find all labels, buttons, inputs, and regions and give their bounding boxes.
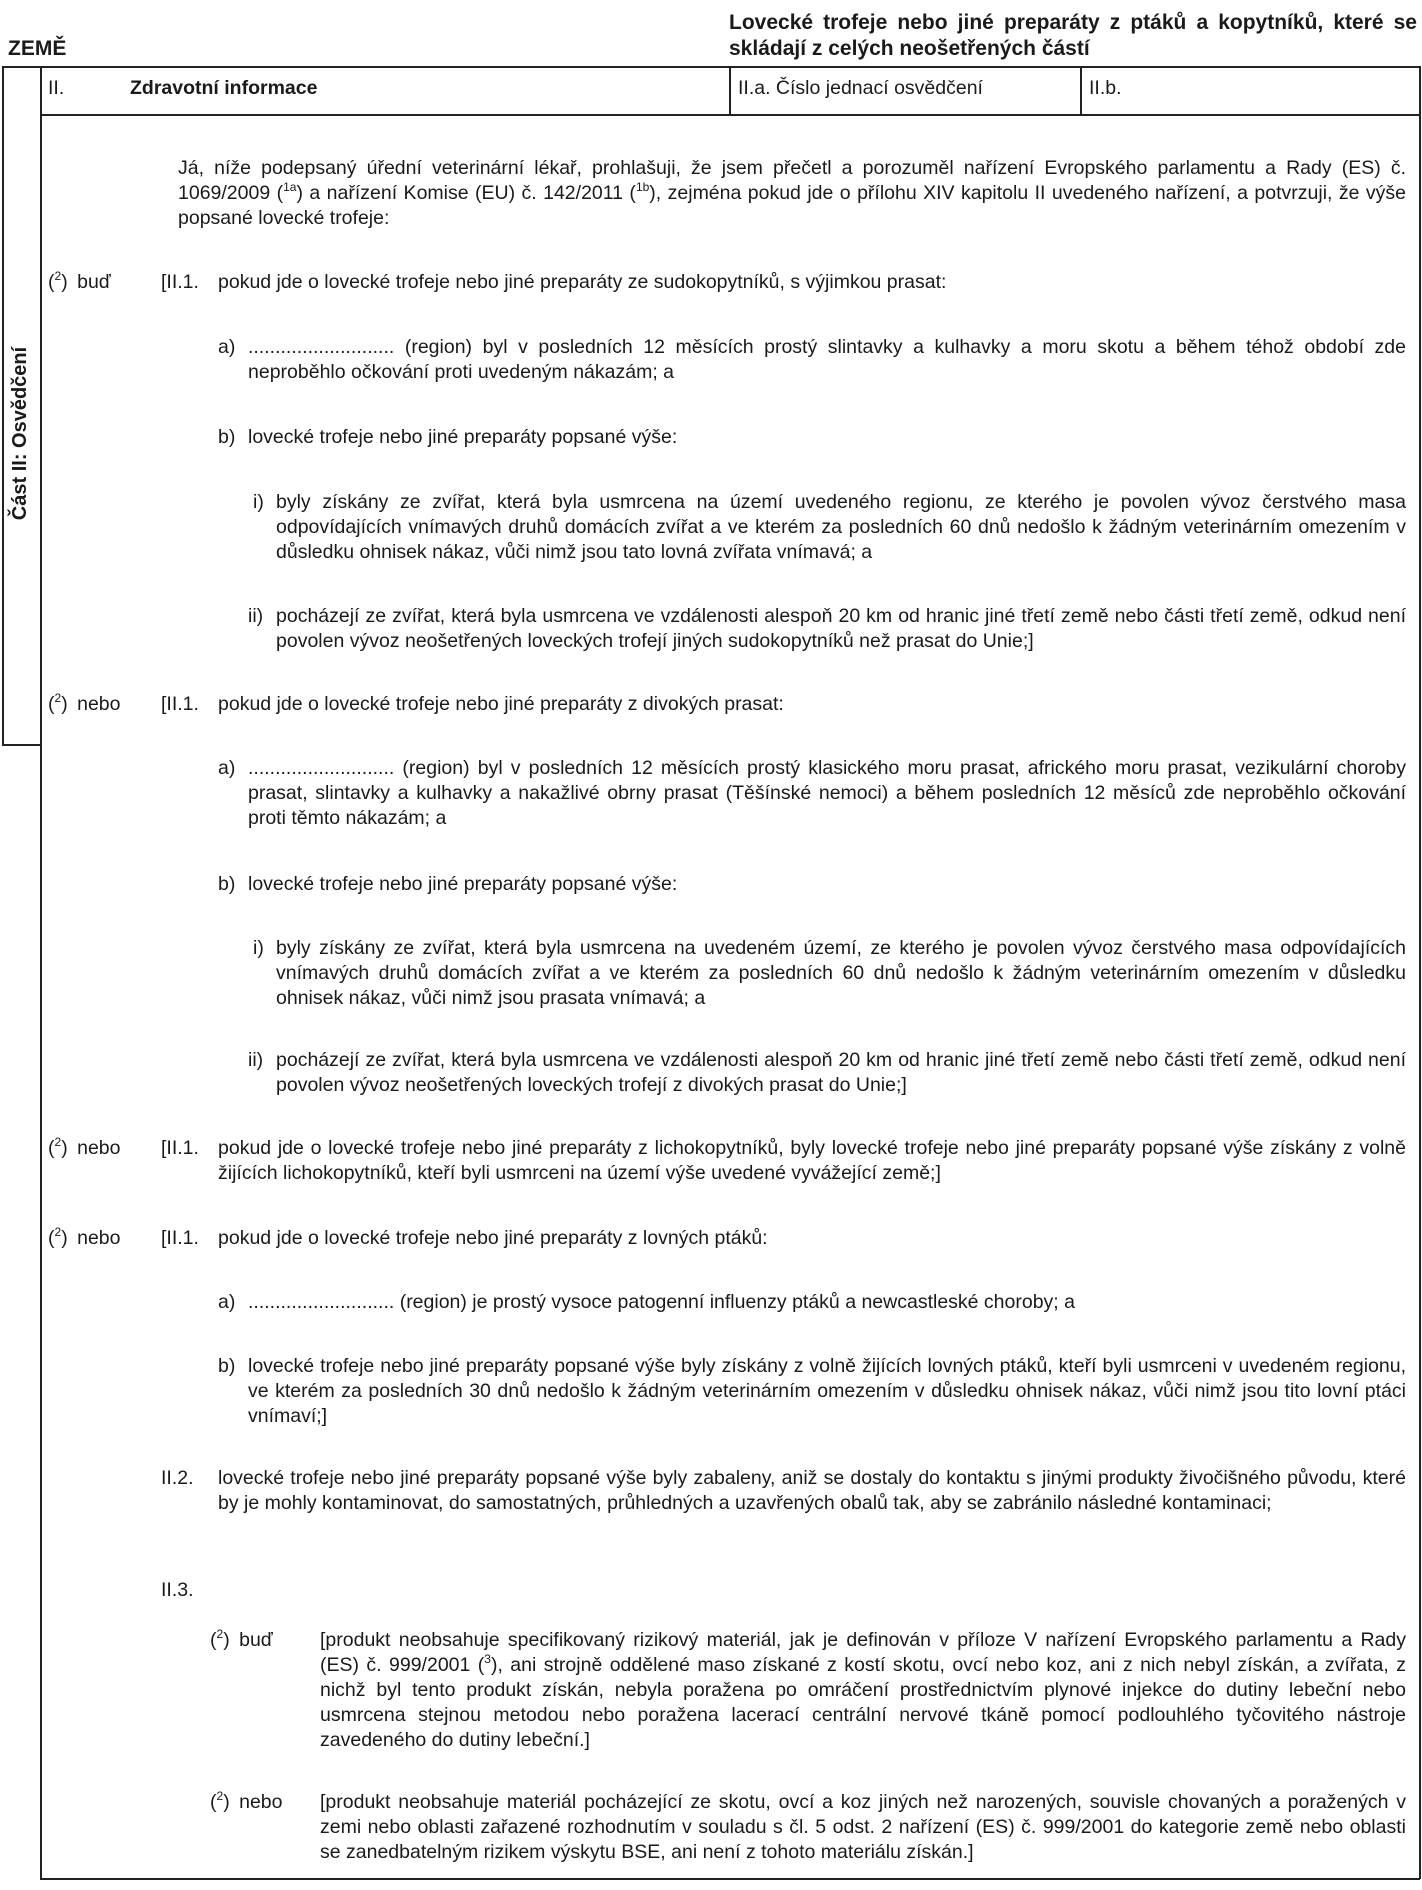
intro-paragraph [178, 156, 1406, 231]
option-text: [produkt neobsahuje materiál pocházející ze skotu, ovcí a koz jiných než narozených, souvisle chovaných a poražených v zemi nebo oblasti zařazené rozhodnutím v souladu s čl. 5 odst. 2 nařízení (ES) č. 999/2001 do kategorie země nebo oblasti se zanedbatelným rizikem výskytu BSE, ani není z tohoto materiálu získán.] [320, 1791, 1406, 1863]
clause-number: II.2. [161, 1467, 194, 1489]
option-choice: nebo [239, 1791, 283, 1813]
footnote-ref-2: 2 [54, 1224, 62, 1239]
item-text: lovecké trofeje nebo jiné preparáty popsané výše byly získány z volně žijících lovných ptáků, kteří byli usmrceni v uvedeném regionu, ve kterém za posledních 30 dnů nedošlo k žádným veterinárním omezením v důsledku ohnisek nákaz, vůči nimž jsou tito lovní ptáci vnímaví;] [248, 1355, 1406, 1427]
option-marker: ($^2$) nebo [48, 690, 121, 715]
item-text: ........................... (region) je prostý vysoce patogenní influenzy ptáků a newcastleské choroby; a [248, 1291, 1075, 1313]
item-label: a) [218, 336, 236, 358]
section-bar-divider-b [1080, 66, 1082, 115]
subitem-text: byly získány ze zvířat, která byla usmrcena na území uvedeného regionu, ze kterého je povolen vývoz čerstvého masa odpovídajících vnímavých druhů domácích zvířat a ve kterém za posledních 60 dnů nedošlo k žádným veterinárním omezením v důsledku ohnisek nákaz, vůči nimž jsou tato lovná zvířata vnímavá; a [276, 491, 1406, 563]
item-label: a) [218, 1291, 236, 1313]
subitem-label: i) [253, 491, 264, 513]
option-choice: buď [77, 271, 111, 293]
certificate-title-line1: Lovecké trofeje nebo jiné preparáty z ptáků a kopytníků, které se [729, 11, 1417, 34]
subitem-label: ii) [248, 1049, 264, 1071]
clause-number: [II.1. [161, 1137, 199, 1159]
subitem-text: pocházejí ze zvířat, která byla usmrcena ve vzdálenosti alespoň 20 km od hranic jiné třetí země nebo části třetí země, odkud není povolen vývoz neošetřených loveckých trofejí z divokých prasat do Unie;] [276, 1049, 1406, 1096]
subitem-label: ii) [248, 605, 264, 627]
footnote-ref-3: 3 [484, 1651, 491, 1666]
country-label: ZEMĚ [8, 37, 67, 60]
option-text [320, 1628, 1406, 1753]
footnote-ref-2: 2 [216, 1626, 224, 1641]
certificate-reference-label: II.a. Číslo jednací osvědčení [738, 77, 983, 99]
item-label: a) [218, 757, 236, 779]
clause-number: II.3. [161, 1579, 194, 1601]
clause-text: pokud jde o lovecké trofeje nebo jiné preparáty ze sudokopytníků, s výjimkou prasat: [218, 271, 947, 293]
clause-text: pokud jde o lovecké trofeje nebo jiné preparáty z lovných ptáků: [218, 1227, 768, 1249]
item-label: b) [218, 873, 236, 895]
subitem-text: pocházejí ze zvířat, která byla usmrcena ve vzdálenosti alespoň 20 km od hranic jiné třetí země nebo části třetí země, odkud není povolen vývoz neošetřených loveckých trofejí jiných sudokopytníků než prasat do Unie;] [276, 605, 1406, 652]
item-text: lovecké trofeje nebo jiné preparáty popsané výše: [248, 873, 678, 895]
subitem-label: i) [253, 937, 264, 959]
frame-right-line [1419, 66, 1421, 1879]
intro-text-2: ) a nařízení Komise (EU) č. 142/2011 ( [296, 182, 636, 204]
section-bar-divider-a [729, 66, 731, 115]
clause-text: pokud jde o lovecké trofeje nebo jiné preparáty z divokých prasat: [218, 693, 784, 715]
option-marker: ($^2$) buď [210, 1626, 273, 1651]
option-text-2: ), ani strojně oddělené maso získané z kostí skotu, ovcí nebo koz, ani z nich nebyl získán, a zvířata, z nichž byl tento produkt získán, nebyla poražena po omráčení prostřednictvím plynové injekce do dutiny lebeční nebo usmrcena stejnou metodou nebo poražena lacerací centrální nervové tkáně pomocí podlouhlého tyčovitého nástroje zavedeného do dutiny lebeční.] [320, 1654, 1406, 1751]
item-text: lovecké trofeje nebo jiné preparáty popsané výše: [248, 426, 678, 448]
certificate-title [729, 10, 1417, 62]
item-label: b) [218, 426, 236, 448]
footnote-ref-2: 2 [216, 1788, 224, 1803]
footnote-ref-2: 2 [54, 690, 62, 705]
option-marker: ($^2$) buď [48, 268, 111, 293]
option-marker: ($^2$) nebo [210, 1788, 283, 1813]
footnote-ref-1b: 1b [635, 179, 650, 194]
section-title: Zdravotní informace [130, 77, 318, 99]
footnote-ref-2: 2 [54, 1134, 62, 1149]
option-text-1: [produkt neobsahuje specifikovaný rizikový materiál, jak je definován v příloze V nařízení Evropského parlamentu a Rady (ES) č. 999/2001 ( [320, 1629, 1406, 1676]
clause-text: pokud jde o lovecké trofeje nebo jiné preparáty z lichokopytníků, byly lovecké trofeje nebo jiné preparáty popsané výše získány z volně žijících lichokopytníků, kteří byli usmrceni na území výše uvedené vyvážející země;] [218, 1137, 1406, 1184]
item-label: b) [218, 1355, 236, 1377]
item-text: ........................... (region) byl v posledních 12 měsících prostý slintavky a kulhavky a moru skotu a během téhož období zde neproběhlo očkování proti uvedeným nákazám; a [248, 336, 1406, 383]
option-choice: nebo [77, 693, 121, 715]
option-choice: buď [239, 1629, 273, 1651]
clause-text: lovecké trofeje nebo jiné preparáty popsané výše byly zabaleny, aniž se dostaly do kontaktu s jinými produkty živočišného původu, které by je mohly kontaminovat, do samostatných, průhledných a uzavřených obalů tak, aby se zabránilo následné kontaminaci; [218, 1467, 1406, 1514]
frame-top-line [2, 66, 1420, 68]
footnote-ref-1a: 1a [283, 179, 297, 194]
clause-number: [II.1. [161, 693, 199, 715]
option-choice: nebo [77, 1137, 121, 1159]
side-label-right-line [40, 66, 42, 1879]
certificate-reference-b-label: II.b. [1089, 77, 1122, 99]
subitem-text: byly získány ze zvířat, která byla usmrcena na uvedeném území, ze kterého je povolen vývoz čerstvého masa odpovídajících vnímavých druhů domácích zvířat a ve kterém za posledních 60 dnů nedošlo k žádným veterinárním omezením v důsledku ohnisek nákaz, vůči nimž jsou prasata vnímavá; a [276, 937, 1406, 1009]
option-marker: ($^2$) nebo [48, 1134, 121, 1159]
clause-number: [II.1. [161, 1227, 199, 1249]
option-choice: nebo [77, 1227, 121, 1249]
side-label-text: Část II: Osvědčení [9, 346, 32, 520]
item-text: ........................... (region) byl v posledních 12 měsících prostý klasického moru prasat, afrického moru prasat, vezikulární choroby prasat, slintavky a kulhavky a nakažlivé obrny prasat (Těšínské nemoci) a během posledních 12 měsíců zde neproběhlo očkování proti těmto nákazám; a [248, 757, 1406, 829]
intro-text-1: Já, níže podepsaný úřední veterinární lékař, prohlašuji, že jsem přečetl a porozuměl nařízení Evropského parlamentu a Rady (ES) č. 1069/2009 ( [178, 157, 1406, 204]
section-number: II. [48, 77, 65, 99]
certificate-title-line2: skládají z celých neošetřených částí [729, 37, 1090, 60]
intro-text-3: ), zejména pokud jde o přílohu XIV kapitolu II uvedeného nařízení, a potvrzuji, že výše popsané lovecké trofeje: [178, 182, 1406, 229]
clause-number: [II.1. [161, 271, 199, 293]
side-label [4, 118, 38, 748]
footnote-ref-2: 2 [54, 268, 62, 283]
frame-bottom-line [40, 1878, 1420, 1880]
option-marker: ($^2$) nebo [48, 1224, 121, 1249]
